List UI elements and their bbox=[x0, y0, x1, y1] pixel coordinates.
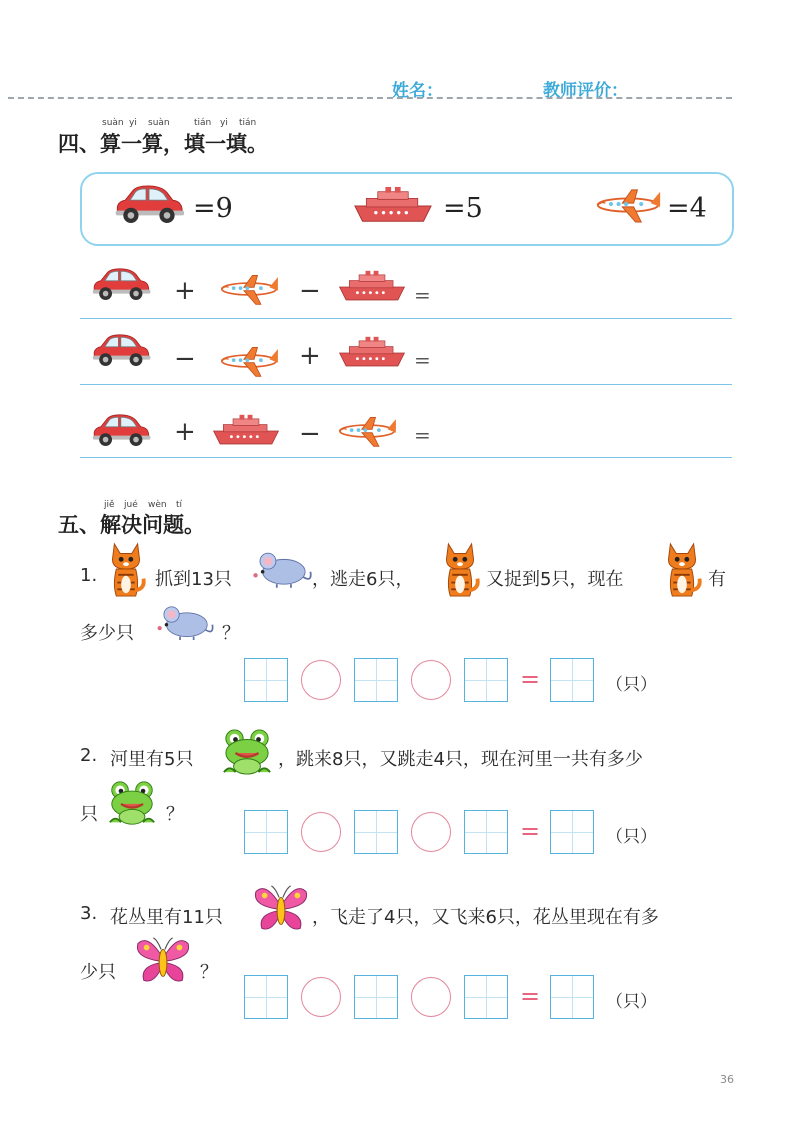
unit-label: （只） bbox=[606, 992, 657, 1012]
equals-sign: = bbox=[520, 982, 541, 1010]
frog-icon bbox=[106, 780, 158, 826]
problem-number: 1. bbox=[80, 565, 98, 586]
minus-sign: − bbox=[174, 344, 196, 374]
problem1-text-c: 又捉到5只，现在 bbox=[486, 569, 624, 590]
pinyin-3: wèn bbox=[148, 500, 167, 510]
problem1-text-b: ，逃走6只， bbox=[312, 569, 414, 590]
answer-line bbox=[80, 457, 732, 458]
car-value: =9 bbox=[193, 193, 233, 224]
header-divider bbox=[8, 97, 732, 99]
problem2-text-a: 河里有5只 bbox=[110, 749, 194, 770]
answer-box[interactable] bbox=[244, 658, 288, 702]
butterfly-icon bbox=[134, 934, 192, 988]
question-mark: ？ bbox=[222, 623, 240, 644]
answer-box[interactable] bbox=[550, 810, 594, 854]
answer-box[interactable] bbox=[550, 975, 594, 1019]
problem3-line2: 少只 bbox=[80, 962, 116, 983]
plane-icon bbox=[218, 344, 280, 378]
plane-icon bbox=[218, 272, 280, 306]
answer-box[interactable] bbox=[550, 658, 594, 702]
operator-circle[interactable] bbox=[301, 660, 341, 700]
problem2-line2: 只 bbox=[80, 804, 98, 825]
ship-icon bbox=[212, 414, 280, 448]
operator-circle[interactable] bbox=[301, 977, 341, 1017]
butterfly-icon bbox=[252, 882, 310, 936]
section5-pinyin bbox=[104, 500, 204, 512]
pinyin-5: yi bbox=[220, 118, 228, 128]
ship-icon bbox=[353, 186, 433, 226]
pinyin-4: tí bbox=[176, 500, 183, 510]
equals-sign: = bbox=[414, 348, 431, 372]
pinyin-3: suàn bbox=[148, 118, 170, 128]
minus-sign: − bbox=[299, 276, 321, 306]
equals-sign: = bbox=[520, 665, 541, 693]
operator-circle[interactable] bbox=[411, 812, 451, 852]
answer-line bbox=[80, 318, 732, 319]
problem1-text-d: 有 bbox=[708, 569, 726, 590]
problem1-line2: 多少只 bbox=[80, 623, 134, 644]
answer-line bbox=[80, 384, 732, 385]
minus-sign: − bbox=[299, 419, 321, 449]
answer-box[interactable] bbox=[244, 810, 288, 854]
answer-box[interactable] bbox=[354, 658, 398, 702]
ship-value: =5 bbox=[443, 193, 483, 224]
teacher-eval-label: 教师评价： bbox=[543, 81, 628, 101]
problem2-text-b: ，跳来8只，又跳走4只，现在河里一共有多少 bbox=[278, 749, 643, 770]
ship-icon bbox=[338, 270, 406, 304]
unit-label: （只） bbox=[606, 675, 657, 695]
problem3-text-b: ，飞走了4只，又飞来6只，花丛里现在有多 bbox=[312, 907, 659, 928]
operator-circle[interactable] bbox=[301, 812, 341, 852]
plus-sign: + bbox=[299, 341, 321, 371]
ship-icon bbox=[338, 336, 406, 370]
name-label: 姓名： bbox=[392, 81, 443, 101]
pinyin-6: tián bbox=[239, 118, 257, 128]
unit-label: （只） bbox=[606, 827, 657, 847]
plus-sign: + bbox=[174, 276, 196, 306]
section4-pinyin bbox=[102, 118, 262, 130]
cat-icon bbox=[662, 540, 702, 598]
plane-value: =4 bbox=[667, 193, 707, 224]
answer-box[interactable] bbox=[464, 658, 508, 702]
pinyin-2: yi bbox=[129, 118, 137, 128]
answer-box[interactable] bbox=[354, 810, 398, 854]
problem1-text-a: 抓到13只 bbox=[155, 569, 232, 590]
plus-sign: + bbox=[174, 417, 196, 447]
answer-box[interactable] bbox=[464, 810, 508, 854]
car-icon bbox=[88, 266, 152, 302]
pinyin-4: tián bbox=[194, 118, 212, 128]
plane-icon bbox=[594, 186, 662, 224]
car-icon bbox=[88, 412, 152, 448]
page-number: 36 bbox=[720, 1073, 734, 1086]
question-mark: ？ bbox=[200, 962, 218, 983]
problem3-text-a: 花丛里有11只 bbox=[110, 907, 223, 928]
answer-box[interactable] bbox=[464, 975, 508, 1019]
operator-circle[interactable] bbox=[411, 660, 451, 700]
answer-box[interactable] bbox=[244, 975, 288, 1019]
car-icon bbox=[88, 332, 152, 368]
pinyin-1: suàn bbox=[102, 118, 124, 128]
pinyin-2: jué bbox=[124, 500, 138, 510]
section4-title: 四、算一算，填一填。 bbox=[58, 132, 268, 156]
cat-icon bbox=[440, 540, 480, 598]
cat-icon bbox=[106, 540, 146, 598]
equals-sign: = bbox=[414, 283, 431, 307]
mouse-icon bbox=[252, 552, 314, 588]
answer-box[interactable] bbox=[354, 975, 398, 1019]
pinyin-1: jiě bbox=[104, 500, 115, 510]
frog-icon bbox=[220, 728, 274, 776]
operator-circle[interactable] bbox=[411, 977, 451, 1017]
section5-title: 五、解决问题。 bbox=[58, 513, 205, 537]
plane-icon bbox=[336, 414, 398, 448]
problem-number: 3. bbox=[80, 903, 98, 924]
equals-sign: = bbox=[414, 423, 431, 447]
mouse-icon bbox=[156, 606, 216, 640]
problem-number: 2. bbox=[80, 745, 98, 766]
question-mark: ？ bbox=[166, 804, 184, 825]
equals-sign: = bbox=[520, 817, 541, 845]
car-icon bbox=[110, 182, 186, 226]
